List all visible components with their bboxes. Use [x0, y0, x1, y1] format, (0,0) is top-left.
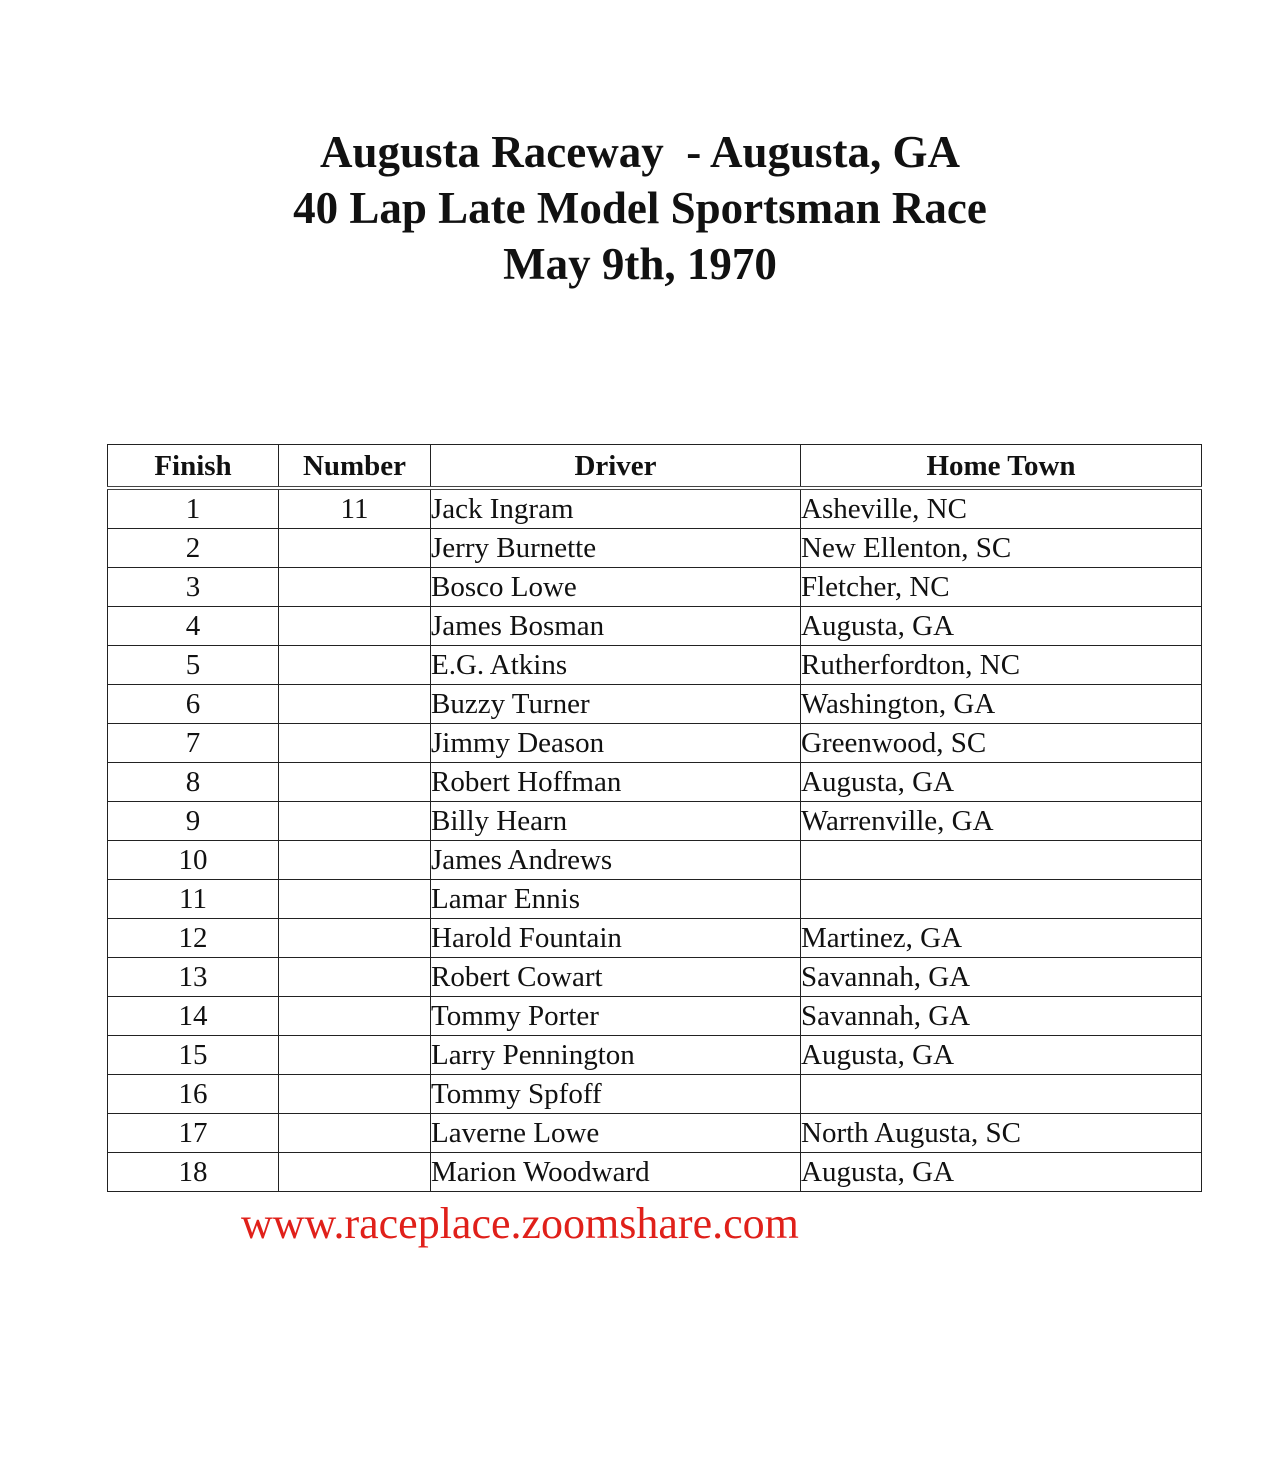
cell-driver: Robert Hoffman — [431, 763, 801, 802]
cell-number — [279, 841, 431, 880]
cell-finish: 6 — [108, 685, 279, 724]
table-row — [108, 997, 1202, 1036]
cell-hometown: Greenwood, SC — [801, 724, 1202, 763]
cell-number — [279, 802, 431, 841]
cell-hometown: Savannah, GA — [801, 958, 1202, 997]
cell-number — [279, 763, 431, 802]
table-row — [108, 841, 1202, 880]
cell-number — [279, 1153, 431, 1192]
cell-number — [279, 724, 431, 763]
cell-finish: 7 — [108, 724, 279, 763]
table-row — [108, 646, 1202, 685]
table-row — [108, 1036, 1202, 1075]
cell-driver: Tommy Porter — [431, 997, 801, 1036]
cell-driver: James Andrews — [431, 841, 801, 880]
cell-hometown: Augusta, GA — [801, 607, 1202, 646]
footer-url[interactable]: www.raceplace.zoomshare.com — [241, 1199, 799, 1248]
cell-driver: Marion Woodward — [431, 1153, 801, 1192]
cell-hometown — [801, 841, 1202, 880]
table-row — [108, 488, 1202, 529]
cell-hometown: Martinez, GA — [801, 919, 1202, 958]
cell-finish: 3 — [108, 568, 279, 607]
cell-hometown: Washington, GA — [801, 685, 1202, 724]
cell-hometown: Asheville, NC — [801, 488, 1202, 529]
header-finish: Finish — [108, 445, 279, 489]
title-race: 40 Lap Late Model Sportsman Race — [293, 183, 987, 233]
cell-driver: Lamar Ennis — [431, 880, 801, 919]
cell-driver: Jack Ingram — [431, 488, 801, 529]
cell-driver: E.G. Atkins — [431, 646, 801, 685]
table-row — [108, 685, 1202, 724]
cell-number — [279, 568, 431, 607]
table-row — [108, 1153, 1202, 1192]
cell-hometown: Augusta, GA — [801, 763, 1202, 802]
cell-number — [279, 685, 431, 724]
cell-finish: 11 — [108, 880, 279, 919]
cell-driver: Tommy Spfoff — [431, 1075, 801, 1114]
cell-number — [279, 529, 431, 568]
cell-number — [279, 1036, 431, 1075]
results-body — [108, 488, 1202, 1192]
cell-driver: Bosco Lowe — [431, 568, 801, 607]
table-row — [108, 958, 1202, 997]
table-row — [108, 763, 1202, 802]
cell-finish: 2 — [108, 529, 279, 568]
table-row — [108, 802, 1202, 841]
cell-finish: 15 — [108, 1036, 279, 1075]
header-number: Number — [279, 445, 431, 489]
cell-finish: 14 — [108, 997, 279, 1036]
table-row — [108, 568, 1202, 607]
cell-finish: 16 — [108, 1075, 279, 1114]
cell-finish: 4 — [108, 607, 279, 646]
cell-number — [279, 880, 431, 919]
cell-hometown: Warrenville, GA — [801, 802, 1202, 841]
cell-driver: Buzzy Turner — [431, 685, 801, 724]
cell-number — [279, 958, 431, 997]
cell-driver: Billy Hearn — [431, 802, 801, 841]
cell-driver: Jerry Burnette — [431, 529, 801, 568]
cell-finish: 1 — [108, 488, 279, 529]
cell-hometown: Rutherfordton, NC — [801, 646, 1202, 685]
cell-finish: 5 — [108, 646, 279, 685]
cell-hometown — [801, 1075, 1202, 1114]
cell-hometown: Savannah, GA — [801, 997, 1202, 1036]
table-row — [108, 919, 1202, 958]
cell-finish: 17 — [108, 1114, 279, 1153]
cell-driver: James Bosman — [431, 607, 801, 646]
header-hometown: Home Town — [801, 445, 1202, 489]
cell-hometown: Fletcher, NC — [801, 568, 1202, 607]
table-row — [108, 607, 1202, 646]
cell-number — [279, 1114, 431, 1153]
cell-number — [279, 919, 431, 958]
cell-driver: Robert Cowart — [431, 958, 801, 997]
cell-hometown: Augusta, GA — [801, 1153, 1202, 1192]
cell-finish: 10 — [108, 841, 279, 880]
cell-driver: Laverne Lowe — [431, 1114, 801, 1153]
cell-finish: 13 — [108, 958, 279, 997]
cell-number — [279, 1075, 431, 1114]
cell-hometown: North Augusta, SC — [801, 1114, 1202, 1153]
table-row — [108, 1075, 1202, 1114]
cell-hometown: New Ellenton, SC — [801, 529, 1202, 568]
cell-finish: 12 — [108, 919, 279, 958]
title-track: Augusta Raceway - Augusta, GA — [319, 127, 961, 177]
header-row — [108, 445, 1202, 489]
cell-hometown: Augusta, GA — [801, 1036, 1202, 1075]
cell-finish: 8 — [108, 763, 279, 802]
table-row — [108, 724, 1202, 763]
cell-driver: Larry Pennington — [431, 1036, 801, 1075]
cell-finish: 9 — [108, 802, 279, 841]
table-row — [108, 880, 1202, 919]
cell-number: 11 — [279, 488, 431, 529]
document-title — [0, 124, 1280, 292]
cell-number — [279, 646, 431, 685]
title-date: May 9th, 1970 — [503, 239, 777, 289]
cell-number — [279, 607, 431, 646]
cell-number — [279, 997, 431, 1036]
results-table — [107, 444, 1202, 1192]
cell-driver: Harold Fountain — [431, 919, 801, 958]
header-driver: Driver — [431, 445, 801, 489]
cell-hometown — [801, 880, 1202, 919]
cell-finish: 18 — [108, 1153, 279, 1192]
table-row — [108, 1114, 1202, 1153]
table-row — [108, 529, 1202, 568]
cell-driver: Jimmy Deason — [431, 724, 801, 763]
